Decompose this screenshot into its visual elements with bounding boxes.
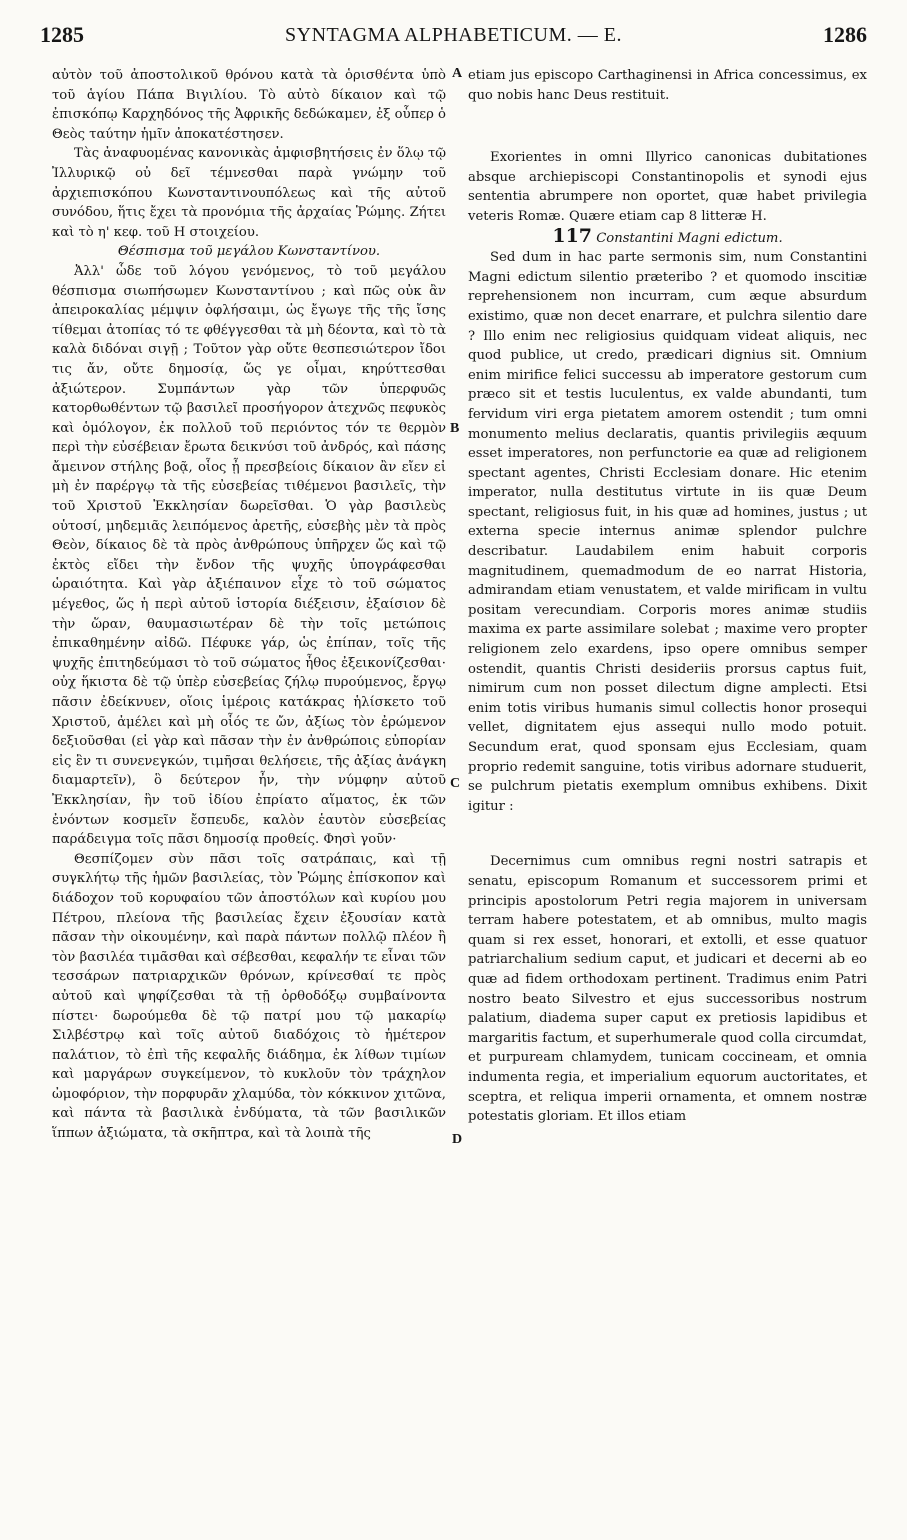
margin-letter-c: C <box>450 776 461 791</box>
greek-section-heading: Θέσπισμα τοῦ μεγάλου Κωνσταντίνου. <box>117 244 381 260</box>
latin-section-heading <box>468 224 867 249</box>
column-spacer <box>468 105 867 148</box>
greek-paragraph-1: αὐτὸν τοῦ ἀποστολικοῦ θρόνου κατὰ τὰ ὁρισθέντα ὑπὸ τοῦ ἁγίου Πάπα Βιγιλίου. Τὸ αὐτὸ δίκαιον καὶ τῷ ἐπισκόπῳ Καρχηδόνος τῆς Ἀφρικῆς δεδώκαμεν, ἐξ οὗπερ ὁ Θεὸς ταύτην ἡμῖν ἀποκατέστησεν. <box>52 68 446 142</box>
latin-column <box>468 66 867 1127</box>
latin-paragraph-3: Sed dum in hac parte sermonis sim, num Constantini Magni edictum silentio præteribo ? et quomodo inscitiæ reprehensionem non incurram, cum æque absurdum existimo, quæ non decet enarrare, et pulchra silentio dare ? Illo enim nec religiosius quidquam videat aliquis, nec quod publice, ut credo, prædicari dignius sit. Omnium enim mirifice felici successu ab imperatore gestorum cum præco sit et testis luculentus, ex valde abundanti, tum fervidum viri erga pietatem amorem ostendit ; tum omni monumento melius declaratis, quantis privilegiis æquum esset imperatores, non perfunctorie ea quæ ad religionem spectant agentes, Christi Ecclesiam donare. Hic etenim imperator, nulla destitutus virtute in iis quæ Deum spectant, religiosus fuit, in his quæ ad homines, justus ; ut externa specie internus animæ splendor pulchre describatur. Laudabilem enim habuit corporis magnitudinem, quemadmodum de eo narrat Historia, admirandam etiam venustatem, et valde mirificam in vultu positam verecundiam. Corporis mores animæ studiis maxima ex parte assimilare solebat ; maxime vero propter religionem zelo exardens, ipso opere omnibus semper ostendit, quantis Christi desideriis prorsus captus fuit, nimirum cum non posset dilectum digne amplecti. Etsi enim totis viribus humanis simul collectis honor prosequi vellet, dignitatem ejus assequi nullo modo potuit. Secundum erat, quod sponsam ejus Ecclesiam, quam proprio redemit sanguine, totis viribus adornare studuerit, se pulchrum pietatis exemplum omnibus exhibens. Dixit igitur : <box>468 250 867 814</box>
margin-letter-b: B <box>450 421 460 436</box>
section-title: Constantini Magni edictum. <box>596 230 783 246</box>
greek-paragraph-3: Ἀλλ' ὧδε τοῦ λόγου γενόμενος, τὸ τοῦ μεγάλου θέσπισμα σιωπήσωμεν Κωνσταντίνου ; καὶ πῶς οὐκ ἂν ἀπειροκαλίας μέμψιν ὀφλήσαιμι, ὡς ἔγωγε τῆς τῆς ἴσης τίθεμαι ἀτοπίας τό τε φθέγγεσθαι τὰ μὴ δέοντα, καὶ τὸ τὰ καλὰ διδόναι σιγῇ ; Τοῦτον γὰρ οὔτε θεσπεσιώτερον ἴδοι τις ἄν, οὔτε δημοσίᾳ, ὥς γε οἶμαι, κηρύττεσθαι ἀξιώτερον. Συμπάντων γὰρ τῶν ὑπερφυῶς κατορθωθέντων τῷ βασιλεῖ προσήγορον ἀτεχνῶς πεφυκὸς καὶ ὁμόλογον, ἐκ πολλοῦ τοῦ περιόντος τόν τε θερμὸν περὶ τὴν εὐσέβειαν ἔρωτα δεικνύσι τοῦ ἀνδρός, καὶ πάσης ἄμεινον στήλης βοᾷ, οἷος ᾖ πρεσβείοις δίκαιον ἂν εἴεν εἰ μὴ ἐν παρέργῳ τὰ τῆς εὐσεβείας τιθέμενοι βασιλεῖς, τὴν τοῦ Χριστοῦ Ἐκκλησίαν δωρεῖσθαι. Ὁ γὰρ βασιλεὺς οὑτοσί, μηδεμιᾶς λειπόμενος ἀρετῆς, εὐσεβὴς μὲν τὰ πρὸς Θεὸν, δίκαιος δὲ τὰ πρὸς ἀνθρώπους ὑπῆρχεν ὥς καὶ τῷ ἐκτὸς εἴδει τὴν ἔνδον τῆς ψυχῆς ὑπογράφεσθαι ὡραιότητα. Καὶ γὰρ ἀξιέπαινον εἶχε τὸ τοῦ σώματος μέγεθος, ὥς ἡ περὶ αὐτοῦ ἱστορία διέξεισιν, ἐξαίσιον δὲ τὴν ὥραν, θαυμασιωτέραν δὲ τὴν τοῖς μετώποις ἐπικαθημένην αἰδῶ. Πέφυκε γάρ, ὡς ἐπίπαν, τοῖς τῆς ψυχῆς ἐπιτηδεύμασι τὸ τοῦ σώματος ἦθος ἐξεικονίζεσθαι· οὐχ ἥκιστα δὲ τῷ ὑπὲρ εὐσεβείας ζήλῳ πυρούμενος, ἔργῳ πᾶσιν ἐδείκνυεν, οἵοις ἱμέροις κατάκρας ἡλίσκετο τοῦ Χριστοῦ, ἀμέλει καὶ μὴ οἷός τε ὤν, ἀξίως τὸν ἐρώμενον δεξιοῦσθαι (εἰ γὰρ καὶ πᾶσαν τὴν ἐν ἀνθρώποις εὐπορίαν εἰς ἓν τι συνενεγκών, τιμῆσαι θελήσειε, τῆς ἀξίας ἀνάγκη διαμαρτεῖν), ὃ δεύτερον ἦν, τὴν νύμφην αὐτοῦ Ἐκκλησίαν, ἣν τοῦ ἰδίου ἐπρίατο αἵματος, ἐκ τῶν ἐνόντων κοσμεῖν ἔσπευδε, καλὸν ἑαυτὸν εὐσεβείας παράδειγμα τοῖς πᾶσι δημοσίᾳ προθείς. Φησὶ γοῦν· <box>52 263 446 848</box>
greek-column <box>52 66 446 1144</box>
greek-paragraph-4: Θεσπίζομεν σὺν πᾶσι τοῖς σατράπαις, καὶ τῇ συγκλήτῳ τῆς ἡμῶν βασιλείας, τὸν Ῥώμης ἐπίσκοπον καὶ διάδοχον τοῦ κορυφαίου τῶν ἀποστόλων καὶ κυρίου μου Πέτρου, πλείονα τῆς βασιλείας ἔχειν ἐξουσίαν κατὰ πᾶσαν τὴν οἰκουμένην, καὶ παρὰ πάντων πολλῷ πλέον ἢ τὸν βασιλέα τιμᾶσθαι καὶ σέβεσθαι, κεφαλήν τε εἶναι τῶν τεσσάρων πατριαρχικῶν θρόνων, κρίνεσθαί τε πρὸς αὐτοῦ καὶ ψηφίζεσθαι τὰ τῇ ὀρθοδόξῳ συμβαίνοντα πίστει· δωρούμεθα δὲ τῷ πατρί μου τῷ μακαρίῳ Σιλβέστρῳ καὶ τοῖς αὐτοῦ διαδόχοις τὸ ἡμέτερον παλάτιον, τὸ ἐπὶ τῆς κεφαλῆς διάδημα, ἐκ λίθων τιμίων καὶ μαργάρων συγκείμενον, τὸ κυκλοῦν τὸν τράχηλον ὠμοφόριον, τὴν πορφυρᾶν χλαμύδα, τὸν κόκκινον χιτῶνα, καὶ πάντα τὰ βασιλικὰ ἐνδύματα, τὰ τῶν βασιλικῶν ἵππων ἀξιώματα, τὰ σκῆπτρα, καὶ τὰ λοιπὰ τῆς <box>52 851 446 1142</box>
column-spacer-2 <box>468 816 867 852</box>
margin-letter-a: A <box>452 66 463 81</box>
running-title: SYNTAGMA ALPHABETICUM. — E. <box>285 24 622 46</box>
latin-paragraph-2: Exorientes in omni Illyrico canonicas dubitationes absque archiepiscopi Constantinopolis et synodi ejus sententia abrumpere non oportet, quæ habet privilegia veteris Romæ. Quære etiam cap 8 litteræ H. <box>468 150 867 224</box>
greek-paragraph-2: Τὰς ἀναφυομένας κανονικὰς ἀμφισβητήσεις ἐν ὅλῳ τῷ Ἰλλυρικῷ οὐ δεῖ τέμνεσθαι παρὰ γνώμην τοῦ ἀρχιεπισκόπου Κωνσταντινουπόλεως καὶ τῆς αὐτοῦ συνόδου, ἥτις ἔχει τὰ προνόμια τῆς ἀρχαίας Ῥώμης. Ζήτει καὶ τὸ η' κεφ. τοῦ Η στοιχείου. <box>52 146 446 240</box>
page-header <box>36 14 871 54</box>
latin-paragraph-1: etiam jus episcopo Carthaginensi in Africa concessimus, ex quo nobis hanc Deus restituit. <box>468 68 867 103</box>
page-number-right: 1286 <box>823 22 867 47</box>
section-number: 117 <box>552 224 593 247</box>
page-number-left: 1285 <box>40 22 84 47</box>
margin-letter-d: D <box>452 1132 463 1147</box>
latin-paragraph-4: Decernimus cum omnibus regni nostri satrapis et senatu, episcopum Romanum et successorem primi et principis apostolorum Petri regia majorem in universam terram habere potestatem, et ab omnibus, multo magis quam si rex esset, honorari, et extolli, et esse quatuor patriarchalium sedium caput, et judicari et decerni ab eo quæ ad fidem orthodoxam pertinent. Tradimus enim Patri nostro beato Silvestro et ejus successoribus nostrum palatium, diadema super caput ex pretiosis lapidibus et margaritis factum, et superhumerale quod colla circumdat, et purpuream chlamydem, tunicam coccineam, et omnia indumenta regia, et imperialium equorum auctoritates, et sceptra, et reliqua imperii ornamenta, et omnem nostræ potestatis gloriam. Et illos etiam <box>468 854 867 1125</box>
